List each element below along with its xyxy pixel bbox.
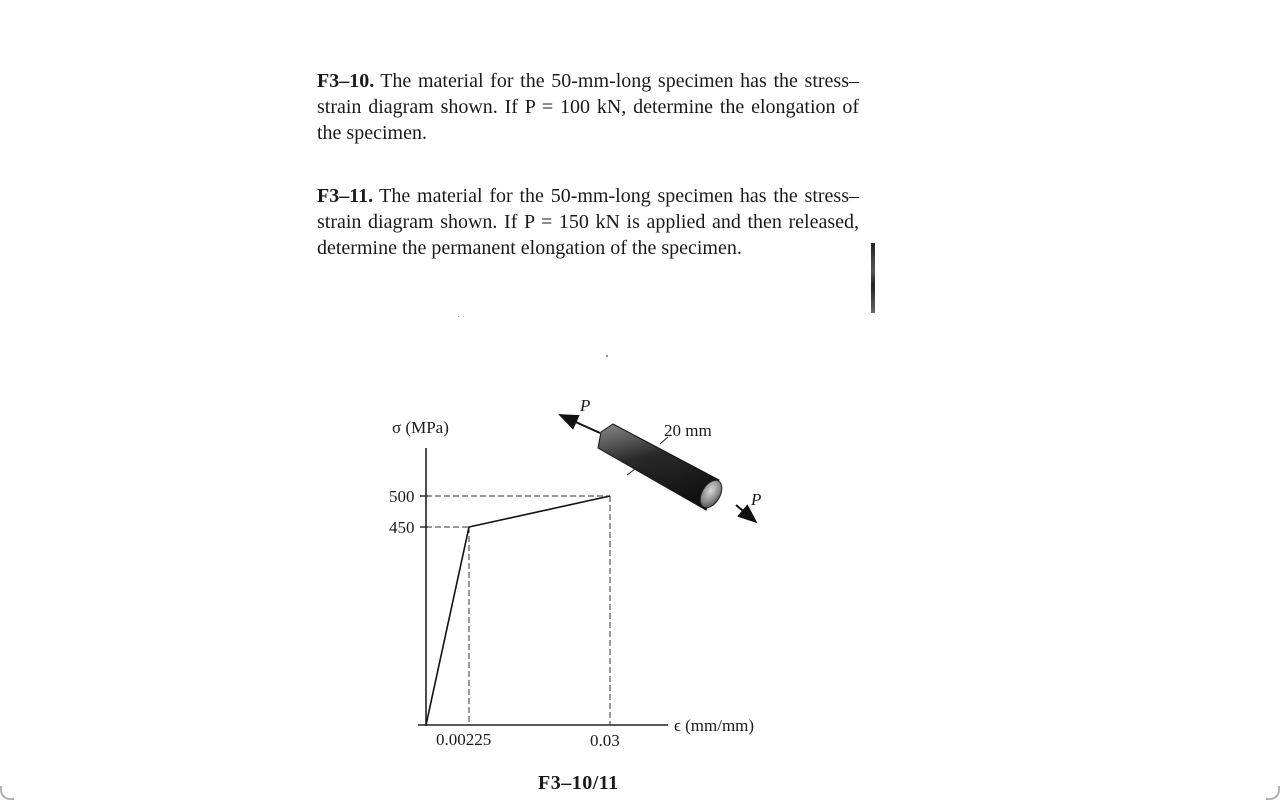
x-tick-label-0-03: 0.03 (590, 731, 620, 750)
x-tick-label-0-00225: 0.00225 (436, 730, 492, 749)
figure-caption: F3–10/11 (538, 772, 619, 794)
diameter-label: 20 mm (664, 421, 712, 440)
x-axis-label: ϵ (mm/mm) (674, 716, 755, 735)
problem-number: F3–11. (317, 185, 374, 207)
problem-text: The material for the 50-mm-long specimen has the stress–strain diagram shown. If P = 100 kN, determine the elongation of the specimen. (317, 70, 859, 144)
dimension-tick (627, 469, 635, 475)
y-axis-label: σ (MPa) (392, 418, 449, 437)
y-tick-label-450: 450 (389, 518, 415, 537)
problem-number: F3–10. (317, 70, 375, 92)
problem-text: The material for the 50-mm-long specimen has the stress–strain diagram shown. If P = 150 kN is applied and then released, determine the permanent elongation of the specimen. (317, 185, 859, 259)
stress-strain-curve (426, 496, 610, 725)
load-label-top: P (580, 396, 591, 415)
load-label-bottom: P (751, 490, 762, 509)
y-tick-label-500: 500 (389, 487, 415, 506)
specimen-rod (560, 415, 756, 522)
load-arrow-top (560, 415, 600, 433)
